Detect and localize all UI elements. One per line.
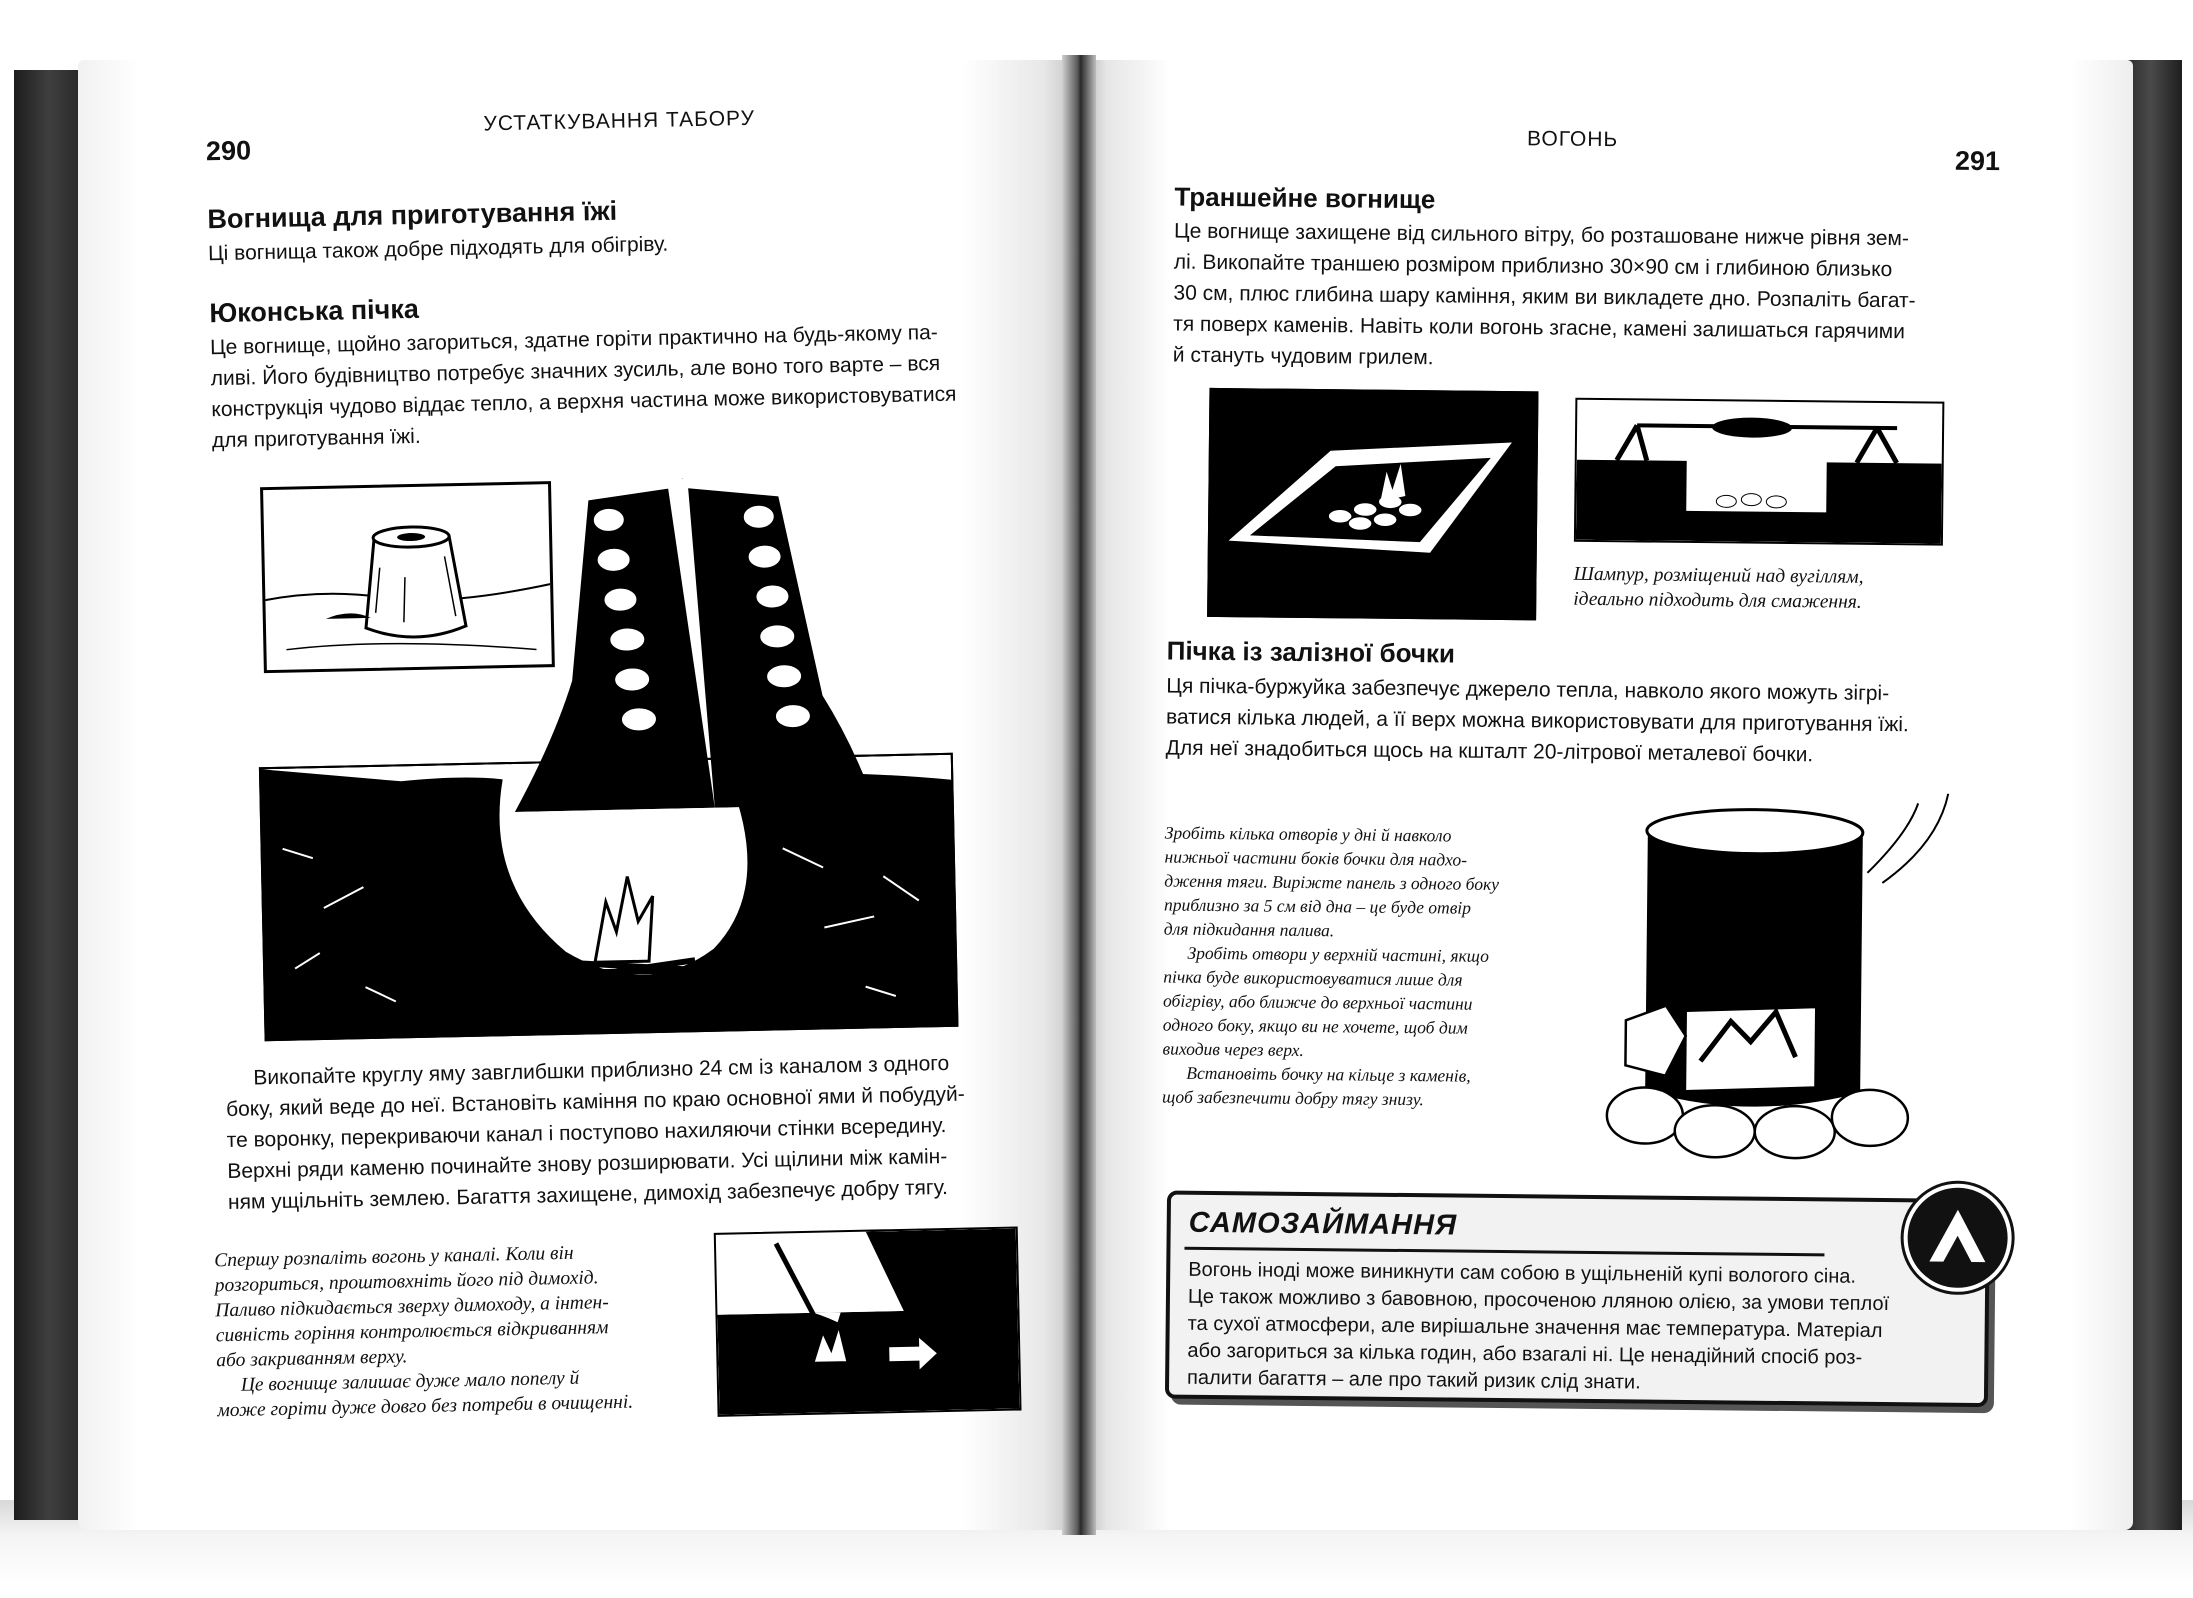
right-running-head: ВОГОНЬ bbox=[1526, 127, 1619, 152]
caption-line: щоб забезпечити добру тягу знизу. bbox=[1161, 1086, 1424, 1110]
text-line: палити багаття – але про такий ризик слід знати. bbox=[1187, 1366, 1641, 1394]
text-line: тя поверх каменів. Навіть коли вогонь згасне, камені залишаться гарячими bbox=[1173, 312, 1906, 344]
barrel-drawing bbox=[1604, 790, 1988, 1174]
left-page-number: 290 bbox=[205, 135, 252, 167]
text-line: Вогонь іноді може виникнути сам собою в ущільненій купі вологого сіна. bbox=[1188, 1258, 1857, 1288]
box-text bbox=[1187, 1257, 1968, 1400]
caption-line: розгориться, проштовхніть його під димохід. bbox=[214, 1267, 599, 1297]
barrel-title: Пічка із залізної бочки bbox=[1166, 635, 1456, 669]
text-line: 30 см, плюс глибина шару каміння, яким ви викладете дно. Розпаліть багат- bbox=[1173, 281, 1916, 313]
text-line: лі. Викопайте траншею розміром приблизно 30×90 см і глибиною близько bbox=[1173, 250, 1893, 282]
trench-text bbox=[1173, 216, 2000, 380]
caption-line: Це вогнище залишає дуже мало попелу й bbox=[240, 1367, 580, 1396]
text-line: Це вогнище захищене від сильного вітру, бо розташоване нижче рівня зем- bbox=[1174, 219, 1910, 251]
caption-line: одного боку, якщо ви не хочете, щоб дим bbox=[1162, 1014, 1468, 1038]
trench-drawing bbox=[1209, 390, 1536, 618]
skewer-caption bbox=[1573, 562, 1864, 615]
text-line: й стануть чудовим грилем. bbox=[1172, 343, 1434, 370]
box-title-rule bbox=[1184, 1247, 1824, 1257]
caption-line: може горіти дуже довго без потреби в очищенні. bbox=[217, 1391, 634, 1422]
caption-line: Шампур, розміщений над вугіллям, bbox=[1573, 563, 1864, 588]
caption-line: Зробіть кілька отворів у дні й навколо bbox=[1164, 822, 1452, 846]
caption-line: виходив через верх. bbox=[1162, 1038, 1304, 1060]
caption-line: або закриванням верху. bbox=[216, 1346, 408, 1372]
text-line: Це вогнище, щойно загориться, здатне горіти практично на будь-якому па- bbox=[209, 320, 938, 360]
text-line: для приготування їжі. bbox=[211, 424, 421, 453]
caption-line: сивність горіння контролюється відкриванням bbox=[215, 1317, 609, 1347]
text-line: Це також можливо з бавовною, просоченою лляною олією, за умови теплої bbox=[1187, 1285, 1890, 1316]
skewer-drawing bbox=[1576, 400, 1942, 544]
text-line: Ця пічка-буржуйка забезпечує джерело тепла, навколо якого можуть зігрі- bbox=[1166, 674, 1890, 706]
left-running-head: УСТАТКУВАННЯ ТАБОРУ bbox=[483, 106, 756, 136]
caption-line: пічка буде використовуватися лише для bbox=[1163, 966, 1463, 990]
barrel-caption bbox=[1162, 820, 1565, 1112]
barrel-text bbox=[1166, 670, 1997, 772]
camp-tent-icon bbox=[1903, 1183, 2012, 1292]
caption-line: Спершу розпаліть вогонь у каналі. Коли він bbox=[214, 1242, 574, 1272]
caption-line: Зробіть отвори у верхній частині, якщо bbox=[1187, 942, 1490, 966]
text-line: та сухої атмосфери, але вирішальне значення має температура. Матеріал bbox=[1187, 1312, 1883, 1343]
trench-fire-illustration bbox=[1207, 388, 1538, 620]
caption-line: нижньої частини боків бочки для надхо- bbox=[1164, 846, 1468, 870]
skewer-illustration bbox=[1574, 398, 1944, 546]
text-line: ням ущільніть землею. Багаття захищене, димохід забезпечує добру тягу. bbox=[227, 1175, 949, 1215]
text-line: те воронку, перекриваючи канал і поступово нахиляючи стінки всередину. bbox=[226, 1113, 947, 1153]
caption-line: обігріву, або ближче до верхньої частини bbox=[1162, 990, 1473, 1014]
subsection-title-yukon: Юконська пічка bbox=[209, 293, 420, 329]
caption-line: Встановіть бочку на кільце з каменів, bbox=[1186, 1062, 1471, 1086]
tent-glyph bbox=[1907, 1187, 2008, 1288]
box-title: САМОЗАЙМАННЯ bbox=[1188, 1206, 1458, 1242]
section-title: Вогнища для приготування їжі bbox=[207, 195, 618, 235]
spontaneous-combustion-box bbox=[1165, 1191, 1990, 1408]
section-intro: Ці вогнища також добре підходять для обігріву. bbox=[207, 232, 669, 266]
text-line: боку, який веде до неї. Встановіть каміння по краю основної ями й побудуй- bbox=[225, 1082, 965, 1122]
caption-line: для підкидання палива. bbox=[1163, 918, 1335, 941]
text-line: конструкція чудово віддає тепло, а верхня частина може використовуватися bbox=[211, 382, 957, 422]
caption-line: ідеально підходить для смаження. bbox=[1573, 588, 1862, 613]
text-line: Викопайте круглу яму завглибшки приблизно 24 см із каналом з одного bbox=[253, 1051, 950, 1090]
caption-line: Паливо підкидається зверху димоходу, а інтен- bbox=[215, 1292, 609, 1322]
text-line: ливі. Його будівництво потребує значних зусиль, але воно того варте – вся bbox=[210, 351, 941, 391]
text-line: Для неї знадобиться щось на кшталт 20-літрової металевої бочки. bbox=[1165, 736, 1814, 767]
text-line: Верхні ряди каменю починайте знову розширювати. Усі щілини між камін- bbox=[227, 1144, 948, 1184]
trench-title: Траншейне вогнище bbox=[1174, 181, 1436, 215]
right-page-number: 291 bbox=[1954, 145, 2001, 177]
caption-line: дження тяги. Виріжте панель з одного боку bbox=[1164, 870, 1500, 894]
text-line: або загориться за кілька годин, або взагалі ні. Це ненадійний спосіб роз- bbox=[1187, 1339, 1863, 1369]
barrel-stove-illustration bbox=[1604, 790, 1988, 1174]
caption-line: приблизно за 5 см від дна – це буде отвір bbox=[1163, 894, 1472, 918]
text-line: ватися кілька людей, а її верх можна використовувати для приготування їжі. bbox=[1165, 705, 1909, 737]
